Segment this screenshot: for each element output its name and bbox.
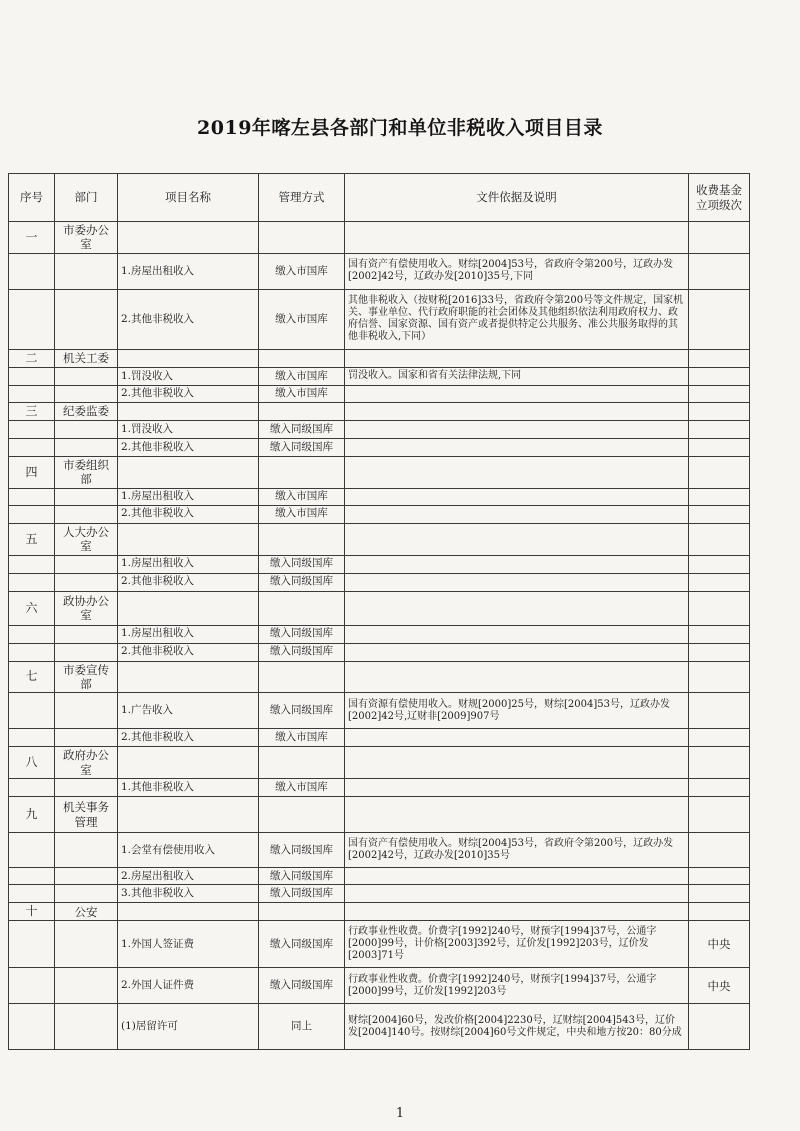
- mgmt-cell: 缴入同级国库: [259, 555, 345, 573]
- dept-cell: [55, 625, 118, 643]
- table-row: [9, 885, 750, 903]
- table-row: [9, 643, 750, 661]
- table-row: [9, 868, 750, 885]
- mgmt-cell: [259, 661, 345, 693]
- level-cell: [689, 573, 750, 591]
- dept-cell: [55, 438, 118, 456]
- level-cell: 中央: [689, 968, 750, 1004]
- item-cell: [118, 591, 259, 625]
- seq-cell: [9, 868, 55, 885]
- page-number: 1: [395, 1106, 405, 1121]
- table-row: [9, 385, 750, 402]
- doc-cell: [345, 885, 689, 903]
- seq-cell: 九: [9, 797, 55, 833]
- seq-cell: 五: [9, 523, 55, 555]
- doc-cell: 国有资产有偿使用收入。财综[2004]53号，省政府令第200号，辽政办发[2002]42号，辽政办发[2010]35号: [345, 833, 689, 868]
- dept-cell: 市委办公室: [55, 222, 118, 254]
- seq-cell: 二: [9, 349, 55, 367]
- header-dept: 部门: [55, 174, 118, 222]
- dept-cell: [55, 385, 118, 402]
- item-cell: 1.罚没收入: [118, 420, 259, 438]
- item-cell: [118, 903, 259, 921]
- mgmt-cell: 同上: [259, 1004, 345, 1050]
- item-cell: 1.房屋出租收入: [118, 625, 259, 643]
- doc-cell: [345, 747, 689, 779]
- seq-cell: [9, 921, 55, 968]
- doc-cell: [345, 903, 689, 921]
- level-cell: [689, 625, 750, 643]
- department-row: [9, 456, 750, 488]
- doc-cell: [345, 729, 689, 747]
- dept-cell: [55, 968, 118, 1004]
- department-row: [9, 797, 750, 833]
- doc-cell: [345, 779, 689, 797]
- item-cell: 1.其他非税收入: [118, 779, 259, 797]
- doc-cell: [345, 797, 689, 833]
- item-cell: 2.其他非税收入: [118, 729, 259, 747]
- level-cell: [689, 555, 750, 573]
- seq-cell: [9, 643, 55, 661]
- seq-cell: [9, 488, 55, 505]
- level-cell: [689, 643, 750, 661]
- doc-cell: [345, 573, 689, 591]
- item-cell: [118, 797, 259, 833]
- level-cell: [689, 385, 750, 402]
- department-row: [9, 523, 750, 555]
- header-item: 项目名称: [118, 174, 259, 222]
- mgmt-cell: 缴入同级国库: [259, 921, 345, 968]
- seq-cell: 八: [9, 747, 55, 779]
- dept-cell: [55, 885, 118, 903]
- mgmt-cell: [259, 456, 345, 488]
- dept-cell: [55, 367, 118, 385]
- department-row: [9, 747, 750, 779]
- item-cell: 2.房屋出租收入: [118, 868, 259, 885]
- doc-cell: 行政事业性收费。价费字[1992]240号，财预字[1994]37号，公通字[2000]99号，计价格[2003]392号，辽价发[1992]203号，辽价发[2003]71号: [345, 921, 689, 968]
- dept-cell: 政协办公室: [55, 591, 118, 625]
- doc-cell: [345, 456, 689, 488]
- level-cell: [689, 456, 750, 488]
- mgmt-cell: 缴入市国库: [259, 505, 345, 523]
- mgmt-cell: 缴入市国库: [259, 385, 345, 402]
- item-cell: [118, 523, 259, 555]
- table-row: [9, 968, 750, 1004]
- doc-cell: [345, 591, 689, 625]
- dept-cell: [55, 693, 118, 729]
- table-row: [9, 420, 750, 438]
- mgmt-cell: 缴入市国库: [259, 779, 345, 797]
- mgmt-cell: 缴入同级国库: [259, 573, 345, 591]
- doc-cell: [345, 488, 689, 505]
- dept-cell: [55, 289, 118, 349]
- dept-cell: [55, 488, 118, 505]
- seq-cell: 一: [9, 222, 55, 254]
- doc-cell: 行政事业性收费。价费字[1992]240号，财预字[1994]37号，公通字[2000]99号，辽价发[1992]203号: [345, 968, 689, 1004]
- dept-cell: 公安: [55, 903, 118, 921]
- dept-cell: [55, 420, 118, 438]
- dept-cell: [55, 555, 118, 573]
- header-doc: 文件依据及说明: [345, 174, 689, 222]
- table-row: [9, 573, 750, 591]
- mgmt-cell: 缴入市国库: [259, 729, 345, 747]
- doc-cell: [345, 420, 689, 438]
- department-row: [9, 661, 750, 693]
- level-cell: [689, 505, 750, 523]
- doc-cell: 其他非税收入（按财税[2016]33号，省政府令第200号等文件规定，国家机关、事业单位、代行政府职能的社会团体及其他组织依法利用政府权力、政府信誉、国家资源、国有资产或者提供特定公共服务、准公共服务取得的其他非税收入,下同）: [345, 289, 689, 349]
- dept-cell: [55, 1004, 118, 1050]
- doc-cell: 国有资源有偿使用收入。财规[2000]25号，财综[2004]53号，辽政办发[2002]42号,辽财非[2009]907号: [345, 693, 689, 729]
- level-cell: [689, 367, 750, 385]
- level-cell: [689, 438, 750, 456]
- item-cell: 2.其他非税收入: [118, 505, 259, 523]
- mgmt-cell: 缴入同级国库: [259, 885, 345, 903]
- item-cell: [118, 456, 259, 488]
- header-seq: 序号: [9, 174, 55, 222]
- seq-cell: 七: [9, 661, 55, 693]
- level-cell: [689, 868, 750, 885]
- seq-cell: [9, 625, 55, 643]
- mgmt-cell: 缴入市国库: [259, 289, 345, 349]
- level-cell: [689, 289, 750, 349]
- seq-cell: [9, 289, 55, 349]
- table-row: [9, 555, 750, 573]
- item-cell: (1)居留许可: [118, 1004, 259, 1050]
- level-cell: [689, 661, 750, 693]
- item-cell: 1.会堂有偿使用收入: [118, 833, 259, 868]
- mgmt-cell: [259, 591, 345, 625]
- item-cell: [118, 349, 259, 367]
- mgmt-cell: 缴入同级国库: [259, 693, 345, 729]
- seq-cell: [9, 420, 55, 438]
- dept-cell: 纪委监委: [55, 402, 118, 420]
- document-title: 2019年喀左县各部门和单位非税收入项目目录: [197, 117, 603, 139]
- mgmt-cell: 缴入同级国库: [259, 420, 345, 438]
- table-row: [9, 1004, 750, 1050]
- department-row: [9, 222, 750, 254]
- seq-cell: 三: [9, 402, 55, 420]
- doc-cell: [345, 349, 689, 367]
- level-cell: [689, 488, 750, 505]
- mgmt-cell: 缴入同级国库: [259, 438, 345, 456]
- item-cell: 2.外国人证件费: [118, 968, 259, 1004]
- level-cell: [689, 903, 750, 921]
- doc-cell: [345, 222, 689, 254]
- seq-cell: [9, 968, 55, 1004]
- doc-cell: [345, 402, 689, 420]
- table-row: [9, 367, 750, 385]
- mgmt-cell: 缴入同级国库: [259, 643, 345, 661]
- seq-cell: [9, 729, 55, 747]
- level-cell: [689, 779, 750, 797]
- item-cell: [118, 661, 259, 693]
- seq-cell: 十: [9, 903, 55, 921]
- seq-cell: [9, 693, 55, 729]
- level-cell: [689, 747, 750, 779]
- seq-cell: [9, 555, 55, 573]
- mgmt-cell: 缴入市国库: [259, 253, 345, 289]
- mgmt-cell: 缴入市国库: [259, 488, 345, 505]
- level-cell: [689, 402, 750, 420]
- level-cell: [689, 729, 750, 747]
- table-row: [9, 779, 750, 797]
- dept-cell: 政府办公室: [55, 747, 118, 779]
- dept-cell: 机关事务管理: [55, 797, 118, 833]
- doc-cell: [345, 523, 689, 555]
- item-cell: [118, 747, 259, 779]
- table-row: [9, 488, 750, 505]
- dept-cell: 人大办公室: [55, 523, 118, 555]
- item-cell: [118, 222, 259, 254]
- doc-cell: 国有资产有偿使用收入。财综[2004]53号，省政府令第200号，辽政办发[2002]42号，辽政办发[2010]35号,下同: [345, 253, 689, 289]
- dept-cell: [55, 833, 118, 868]
- doc-cell: [345, 438, 689, 456]
- doc-cell: [345, 555, 689, 573]
- seq-cell: [9, 438, 55, 456]
- level-cell: [689, 253, 750, 289]
- seq-cell: 六: [9, 591, 55, 625]
- mgmt-cell: 缴入同级国库: [259, 625, 345, 643]
- seq-cell: [9, 367, 55, 385]
- level-cell: [689, 222, 750, 254]
- mgmt-cell: [259, 747, 345, 779]
- mgmt-cell: 缴入同级国库: [259, 833, 345, 868]
- item-cell: 1.房屋出租收入: [118, 555, 259, 573]
- doc-cell: [345, 385, 689, 402]
- table-row: [9, 729, 750, 747]
- table-row: [9, 253, 750, 289]
- item-cell: 1.广告收入: [118, 693, 259, 729]
- table-header-row: [9, 174, 750, 222]
- dept-cell: [55, 729, 118, 747]
- item-cell: [118, 402, 259, 420]
- table-row: [9, 693, 750, 729]
- item-cell: 2.其他非税收入: [118, 438, 259, 456]
- department-row: [9, 402, 750, 420]
- item-cell: 3.其他非税收入: [118, 885, 259, 903]
- level-cell: [689, 420, 750, 438]
- dept-cell: [55, 643, 118, 661]
- level-cell: [689, 523, 750, 555]
- level-cell: [689, 591, 750, 625]
- seq-cell: [9, 833, 55, 868]
- table-row: [9, 833, 750, 868]
- doc-cell: 财综[2004]60号，发改价格[2004]2230号，辽财综[2004]543号，辽价发[2004]140号。按财综[2004]60号文件规定，中央和地方按20：80分成: [345, 1004, 689, 1050]
- dept-cell: [55, 921, 118, 968]
- seq-cell: [9, 505, 55, 523]
- mgmt-cell: [259, 903, 345, 921]
- seq-cell: 四: [9, 456, 55, 488]
- mgmt-cell: [259, 523, 345, 555]
- mgmt-cell: [259, 349, 345, 367]
- item-cell: 1.罚没收入: [118, 367, 259, 385]
- level-cell: [689, 885, 750, 903]
- seq-cell: [9, 253, 55, 289]
- header-level: 收费基金立项级次: [689, 174, 750, 222]
- table-row: [9, 438, 750, 456]
- department-row: [9, 903, 750, 921]
- mgmt-cell: [259, 222, 345, 254]
- table-body: [9, 222, 750, 1050]
- level-cell: [689, 833, 750, 868]
- department-row: [9, 349, 750, 367]
- header-mgmt: 管理方式: [259, 174, 345, 222]
- item-cell: 1.外国人签证费: [118, 921, 259, 968]
- doc-cell: [345, 868, 689, 885]
- table-row: [9, 921, 750, 968]
- mgmt-cell: [259, 402, 345, 420]
- dept-cell: [55, 779, 118, 797]
- level-cell: 中央: [689, 921, 750, 968]
- item-cell: 2.其他非税收入: [118, 289, 259, 349]
- seq-cell: [9, 779, 55, 797]
- level-cell: [689, 693, 750, 729]
- doc-cell: [345, 661, 689, 693]
- department-row: [9, 591, 750, 625]
- dept-cell: 市委组织部: [55, 456, 118, 488]
- dept-cell: [55, 868, 118, 885]
- item-cell: 1.房屋出租收入: [118, 253, 259, 289]
- mgmt-cell: 缴入同级国库: [259, 868, 345, 885]
- table-row: [9, 625, 750, 643]
- doc-cell: [345, 505, 689, 523]
- level-cell: [689, 1004, 750, 1050]
- dept-cell: [55, 253, 118, 289]
- seq-cell: [9, 885, 55, 903]
- item-cell: 2.其他非税收入: [118, 643, 259, 661]
- doc-cell: [345, 625, 689, 643]
- doc-cell: 罚没收入。国家和省有关法律法规,下同: [345, 367, 689, 385]
- dept-cell: 市委宣传部: [55, 661, 118, 693]
- seq-cell: [9, 573, 55, 591]
- seq-cell: [9, 1004, 55, 1050]
- level-cell: [689, 797, 750, 833]
- doc-cell: [345, 643, 689, 661]
- mgmt-cell: 缴入市国库: [259, 367, 345, 385]
- dept-cell: 机关工委: [55, 349, 118, 367]
- dept-cell: [55, 505, 118, 523]
- dept-cell: [55, 573, 118, 591]
- revenue-items-table: [8, 173, 750, 1050]
- mgmt-cell: [259, 797, 345, 833]
- item-cell: 2.其他非税收入: [118, 573, 259, 591]
- item-cell: 1.房屋出租收入: [118, 488, 259, 505]
- level-cell: [689, 349, 750, 367]
- mgmt-cell: 缴入同级国库: [259, 968, 345, 1004]
- table-row: [9, 505, 750, 523]
- item-cell: 2.其他非税收入: [118, 385, 259, 402]
- seq-cell: [9, 385, 55, 402]
- table-row: [9, 289, 750, 349]
